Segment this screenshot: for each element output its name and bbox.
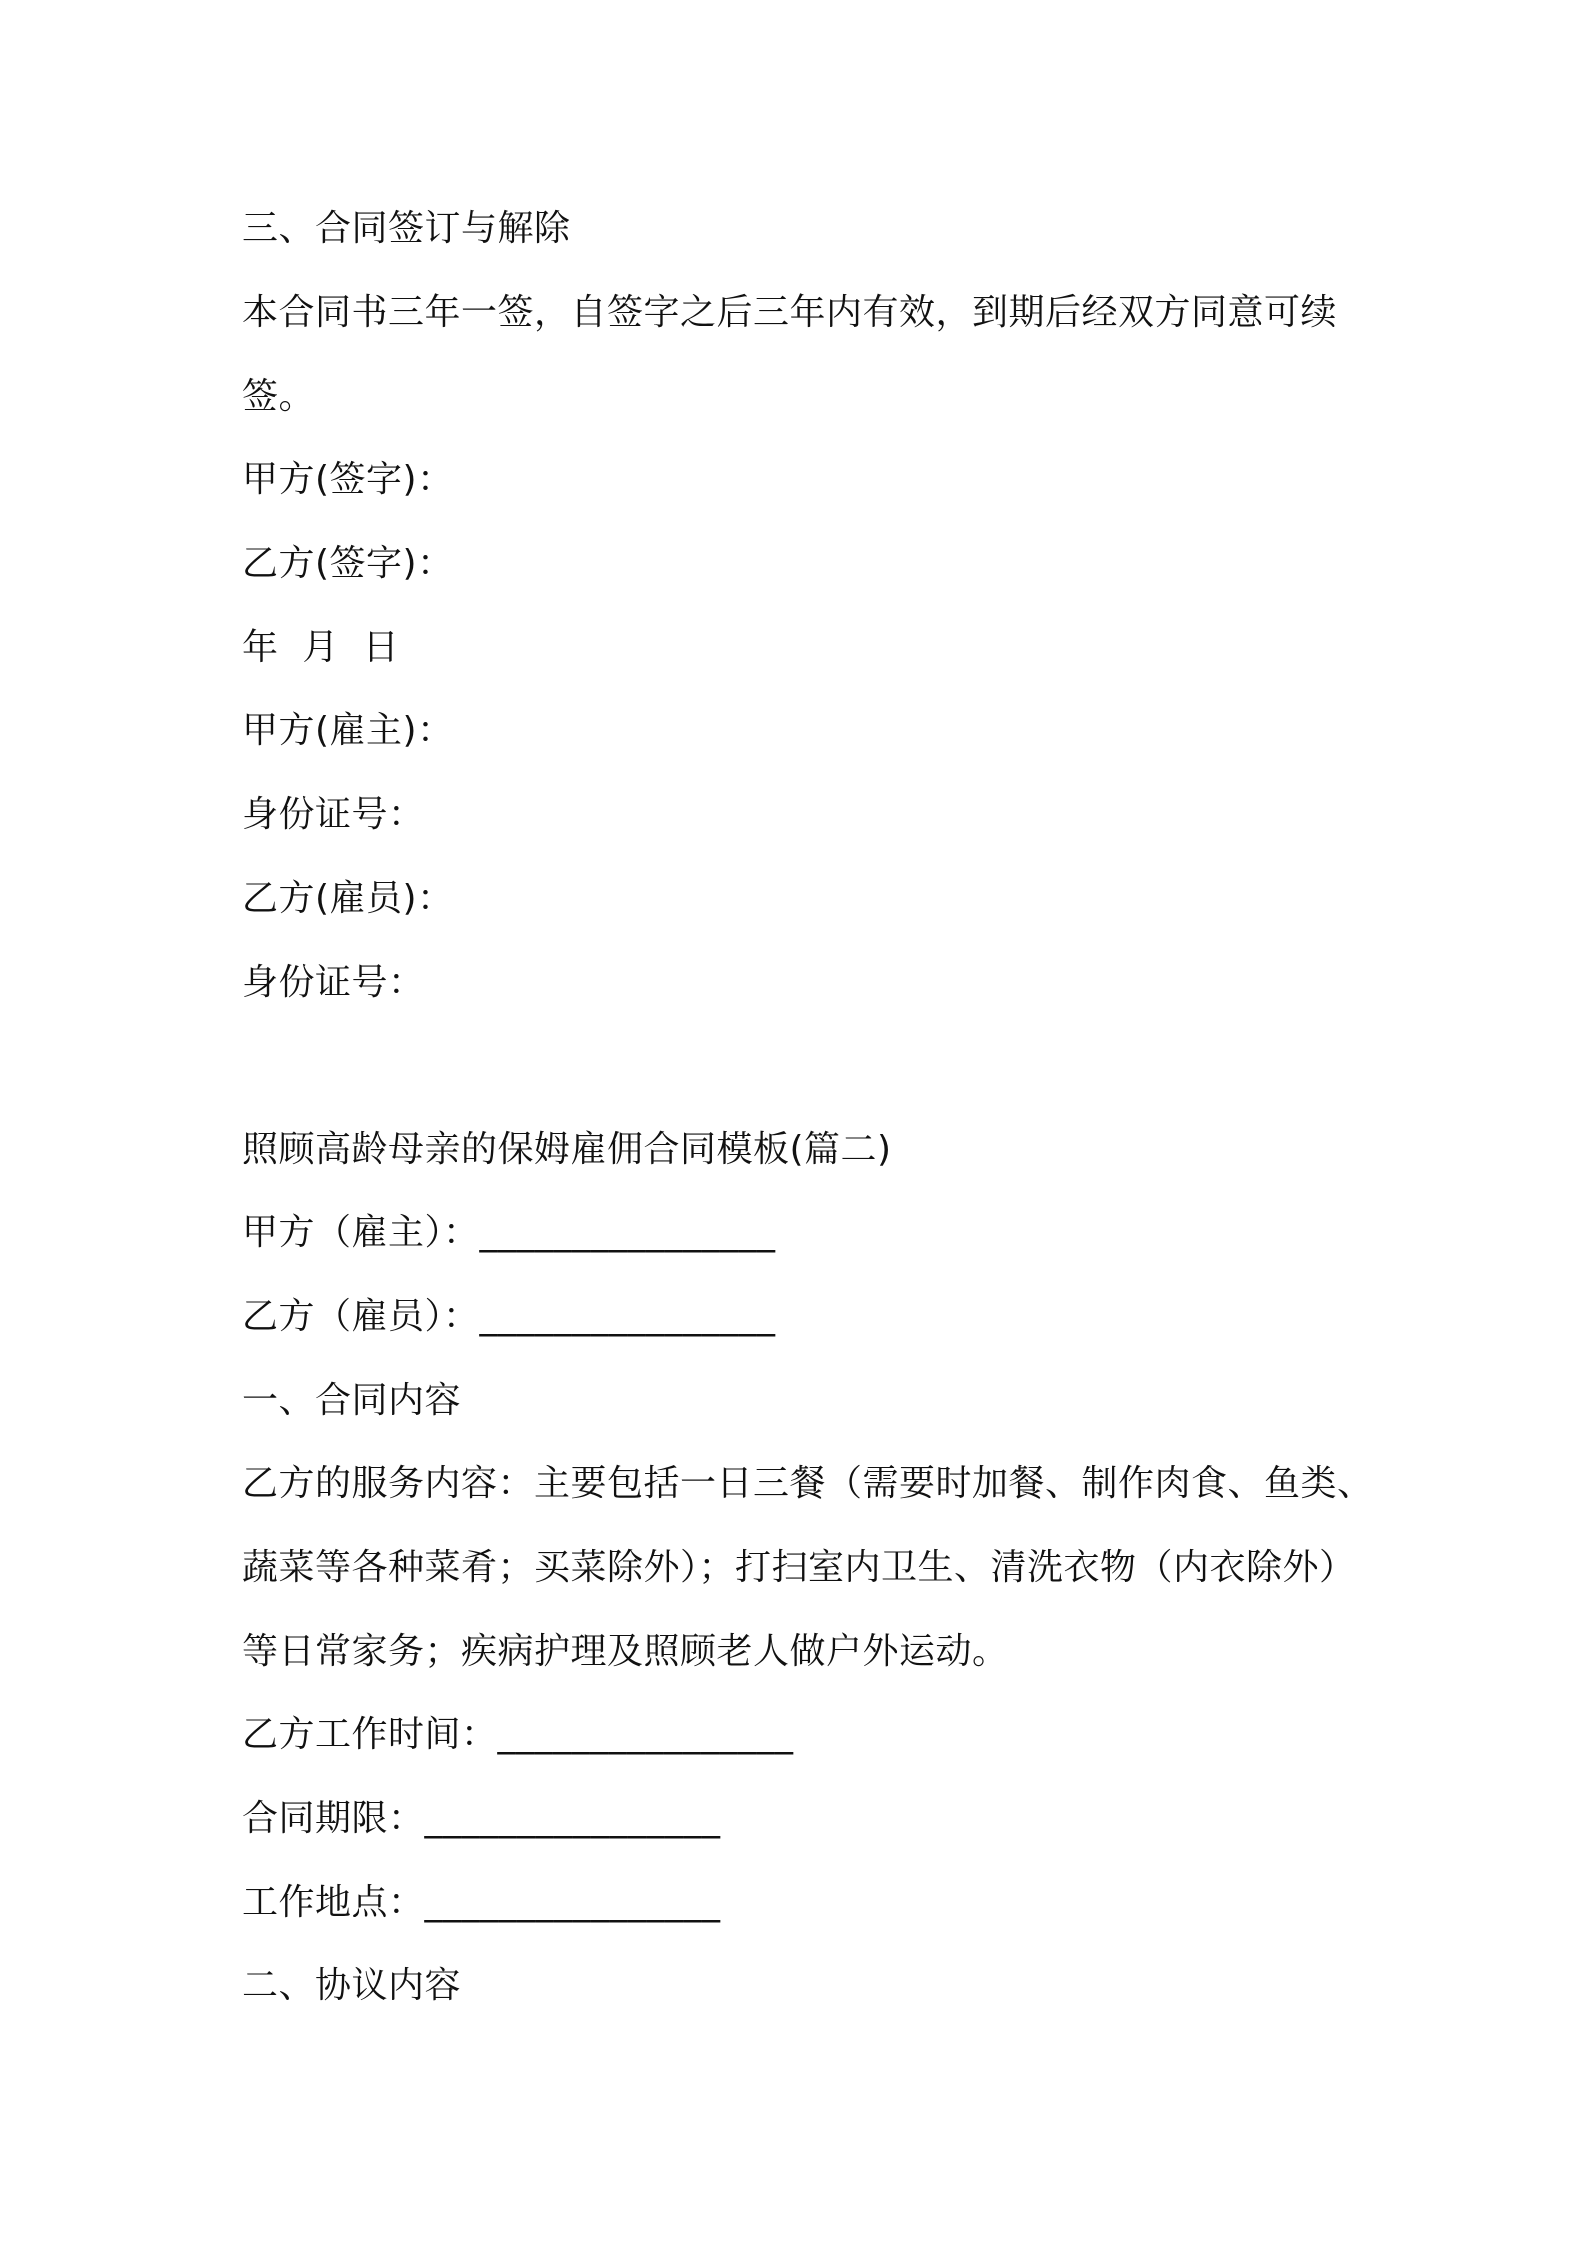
party-a-id-label: 身份证号： xyxy=(242,794,425,835)
party-a-employer-label: 甲方(雇主)： xyxy=(242,710,454,751)
party-b-signature-label: 乙方(签字)： xyxy=(242,543,454,584)
party-a-signature-label: 甲方(签字)： xyxy=(242,459,454,500)
work-place-field: 工作地点：________________ xyxy=(242,1882,721,1923)
section-heading-contract-content: 一、合同内容 xyxy=(242,1380,462,1421)
contract-validity-text-line1: 本合同书三年一签，自签字之后三年内有效，到期后经双方同意可续 xyxy=(242,292,1338,333)
template2-party-a-field: 甲方（雇主）：________________ xyxy=(242,1212,776,1253)
template2-title: 照顾高龄母亲的保姆雇佣合同模板(篇二) xyxy=(242,1129,892,1170)
service-content-line1: 乙方的服务内容：主要包括一日三餐（需要时加餐、制作肉食、鱼类、 xyxy=(242,1463,1374,1504)
section-heading-agreement-content: 二、协议内容 xyxy=(242,1965,462,2006)
contract-validity-text-line2: 签。 xyxy=(242,376,316,417)
work-time-field: 乙方工作时间：________________ xyxy=(242,1714,794,1755)
party-b-id-label: 身份证号： xyxy=(242,962,425,1003)
party-b-employee-label: 乙方(雇员)： xyxy=(242,878,454,919)
template2-party-b-field: 乙方（雇员）：________________ xyxy=(242,1296,776,1337)
service-content-line3: 等日常家务；疾病护理及照顾老人做户外运动。 xyxy=(242,1631,1009,1672)
contract-term-field: 合同期限：________________ xyxy=(242,1798,721,1839)
signing-date-label: 年 月 日 xyxy=(242,627,400,668)
service-content-line2: 蔬菜等各种菜肴；买菜除外）；打扫室内卫生、清洗衣物（内衣除外） xyxy=(242,1547,1356,1588)
section-heading-signing: 三、合同签订与解除 xyxy=(242,208,571,249)
